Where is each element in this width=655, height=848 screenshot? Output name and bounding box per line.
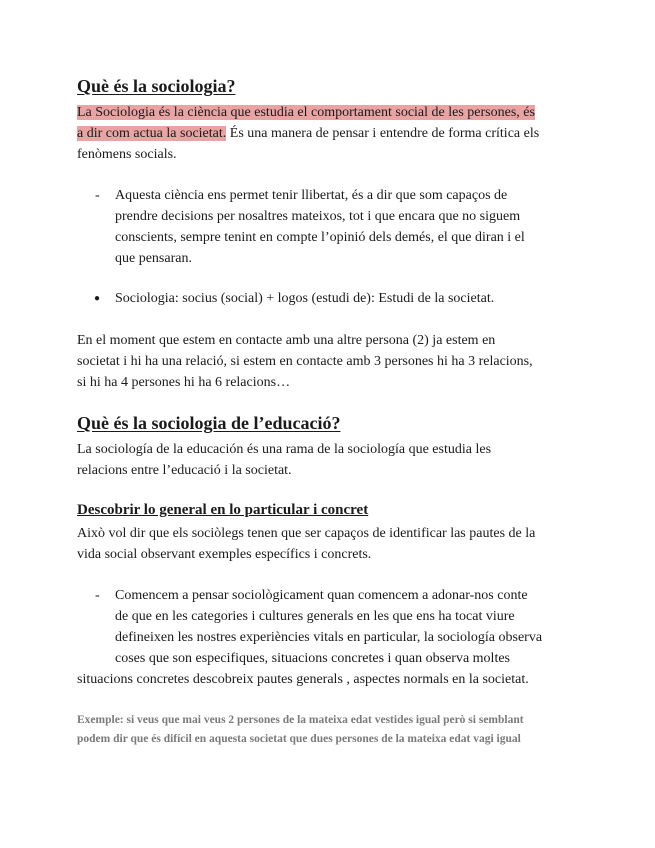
list-item-line: que pensaran. [115,251,192,266]
list-item-line: coses que son especifiques, situacions concretes i quan observa moltes [115,651,511,666]
paragraph-line: En el moment que estem en contacte amb una altre persona (2) ja estem en [77,333,496,348]
paragraph-line: vida social observant exemples específics i concrets. [77,547,372,562]
example-note-line: podem dir que és difícil en aquesta societat que dues persones de la mateixa edat vagi igual [77,733,521,745]
list-item-line: defineixen les nostres experiències vitals en particular, la sociología observa [115,630,543,645]
list-item-line: situacions concretes descobreix pautes generals , aspectes normals en la societat. [77,672,529,687]
paragraph-line: Això vol dir que els sociòlegs tenen que ser capaços de identificar las pautes de la [77,526,536,541]
subsection-title: Descobrir lo general en lo particular i concret [77,502,369,518]
dash-marker: - [95,188,100,203]
highlighted-text: La Sociologia és la ciència que estudia el comportament social de les persones, és [77,105,535,120]
list-item-line: Comencem a pensar sociològicament quan comencem a adonar-nos conte [115,588,528,603]
dash-marker: - [95,588,100,603]
section-title-sociology: Què és la sociologia? [77,76,236,96]
example-note-line: Exemple: si veus que mai veus 2 persones de la mateixa edat vestides igual però si semblant [77,714,524,726]
intro-text: És una manera de pensar i entendre de forma crítica els [226,126,540,141]
bullet-item-text: Sociologia: socius (social) + logos (estudi de): Estudi de la societat. [115,291,495,306]
paragraph-line: societat i hi ha una relació, si estem en contacte amb 3 persones hi ha 3 relacions, [77,354,533,369]
list-item-line: de que en les categories i cultures generals en les que ens ha tocat viure [115,609,515,624]
bullet-icon: ● [94,293,101,304]
highlighted-text: a dir com actua la societat. [77,126,227,141]
list-item-line: prendre decisions per nosaltres mateixos, tot i que encara que no siguem [115,209,521,224]
paragraph-line: relacions entre l’educació i la societat. [77,463,292,478]
list-item-line: conscients, sempre tenint en compte l’opinió dels demés, el que diran i el [115,230,525,245]
paragraph-line: La sociología de la educación és una rama de la sociología que estudia les [77,442,492,457]
section-title-sociology-of-education: Què és la sociologia de l’educació? [77,413,341,433]
intro-line-2 [77,124,539,144]
list-item-line: Aquesta ciència ens permet tenir llibertat, és a dir que som capaços de [115,188,508,203]
intro-line-3: fenòmens socials. [77,147,177,162]
intro-line-1 [77,103,535,123]
paragraph-line: si hi ha 4 persones hi ha 6 relacions… [77,375,291,390]
